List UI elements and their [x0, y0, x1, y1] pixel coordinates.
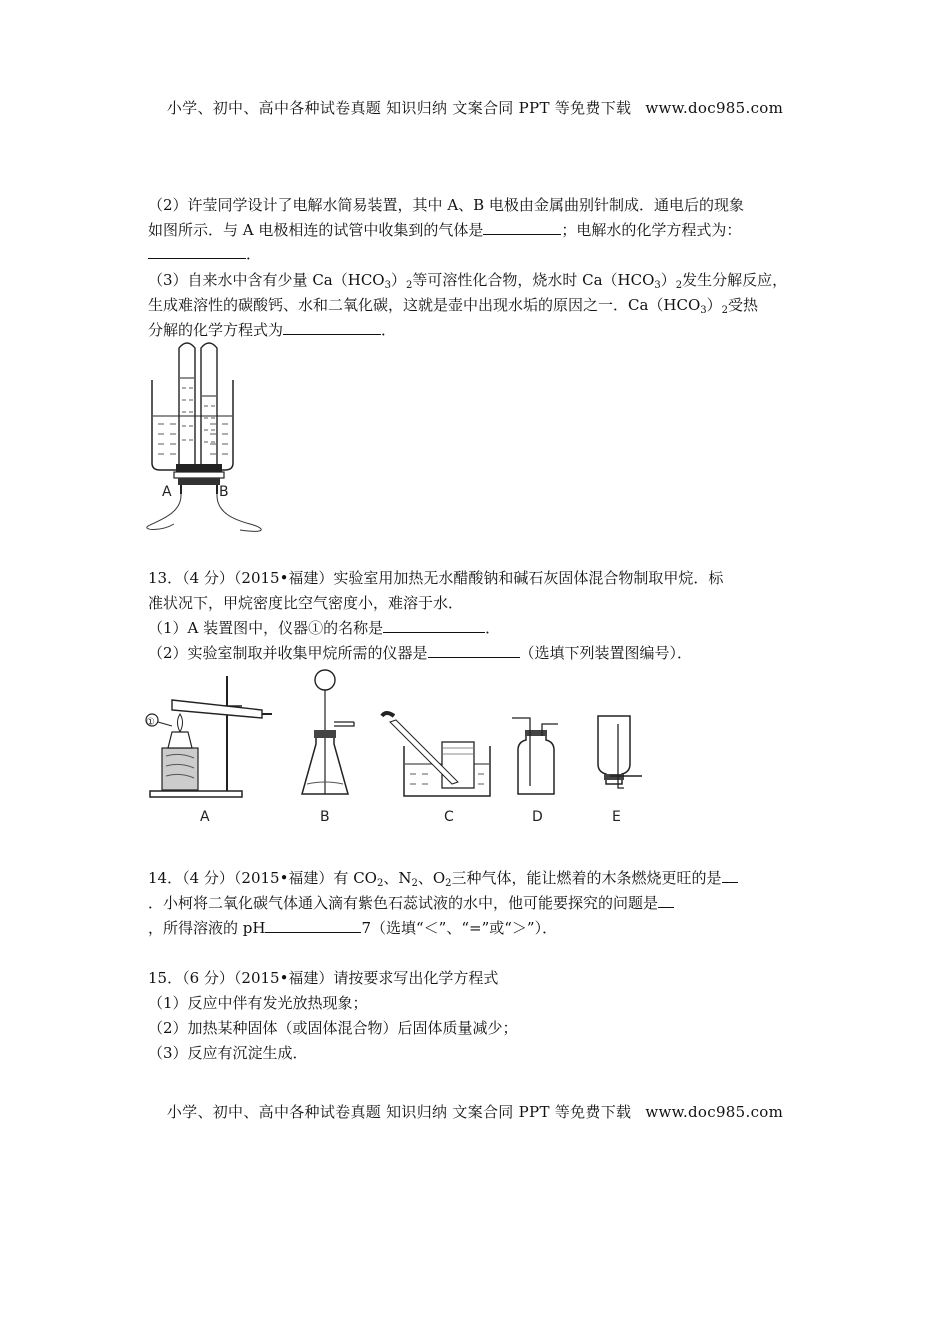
q13-line4: （2）实验室制取并收集甲烷所需的仪器是 （选填下列装置图编号）． — [148, 641, 692, 665]
q14-line2: ．小柯将二氧化碳气体通入滴有紫色石蕊试液的水中，他可能要探究的问题是 — [148, 891, 674, 915]
q12-p3-line1: （3）自来水中含有少量 $Ca(HCO_3)_2$等可溶性化合物，烧水时 $Ca(HCO_3)_2$发生分解反应， — [148, 271, 788, 291]
apparatus-a — [146, 676, 272, 797]
answer-blank[interactable] — [428, 641, 520, 658]
footer-url[interactable]: www.doc985.com — [645, 1103, 784, 1121]
label-b: B — [320, 809, 330, 825]
answer-blank[interactable] — [722, 866, 738, 883]
label-c: C — [444, 809, 454, 825]
q12-p3-line3: 分解的化学方程式为 ． — [148, 318, 396, 342]
label-d: D — [532, 809, 543, 825]
electrode-b-label: B — [219, 484, 229, 500]
q15-line1: 15．（6 分）（2015•福建）请按要求写出化学方程式 — [148, 969, 499, 987]
header-url[interactable]: www.doc985.com — [645, 99, 784, 117]
q15-line4: （3）反应有沉淀生成． — [148, 1044, 308, 1062]
electrolysis-apparatus-figure — [140, 338, 290, 538]
answer-blank[interactable] — [483, 218, 561, 235]
q13-line1: 13．（4 分）（2015•福建）实验室用加热无水醋酸钠和碱石灰固体混合物制取甲烷．标 — [148, 569, 724, 587]
apparatus-ae-figure — [142, 666, 662, 831]
q15-line3: （2）加热某种固体（或固体混合物）后固体质量减少； — [148, 1019, 518, 1037]
apparatus-e — [598, 716, 642, 788]
electrode-a-label: A — [162, 484, 172, 500]
page-footer — [0, 1101, 950, 1122]
q13-line2: 准状况下，甲烷密度比空气密度小，难溶于水． — [148, 594, 464, 612]
answer-blank[interactable] — [265, 916, 361, 933]
q12-p3-line2: 生成难溶性的碳酸钙、水和二氧化碳，这就是壶中出现水垢的原因之一．$Ca(HCO_3)_2$受热 — [148, 296, 759, 316]
apparatus-d — [512, 718, 558, 794]
apparatus-c — [382, 713, 490, 796]
q15-line2: （1）反应中伴有发光放热现象； — [148, 994, 368, 1012]
page-header — [0, 97, 950, 118]
answer-blank[interactable] — [383, 616, 485, 633]
q12-p2-line3: ． — [148, 242, 261, 266]
q12-p2-line2: 如图所示．与 A 电极相连的试管中收集到的气体是 ；电解水的化学方程式为： — [148, 218, 741, 242]
q13-line3: （1）A 装置图中，仪器①的名称是 ． — [148, 616, 500, 640]
apparatus-b — [302, 670, 354, 794]
answer-blank[interactable] — [283, 318, 381, 335]
q12-p2-line1: （2）许莹同学设计了电解水简易装置，其中 A、B 电极由金属曲别针制成．通电后的现象 — [148, 196, 744, 214]
footer-text: 小学、初中、高中各种试卷真题 知识归纳 文案合同 PPT 等免费下载 — [166, 1103, 632, 1121]
label-e: E — [612, 809, 621, 825]
q14-line1: 14．（4 分）（2015•福建）有 $CO_2$、$N_2$、$O_2$三种气体，能让燃着的木条燃烧更旺的是 — [148, 866, 738, 890]
header-text: 小学、初中、高中各种试卷真题 知识归纳 文案合同 PPT 等免费下载 — [166, 99, 632, 117]
label-a: A — [200, 809, 210, 825]
answer-blank[interactable] — [148, 242, 246, 259]
instrument-one-label: ① — [146, 717, 155, 728]
q14-line3: ，所得溶液的 pH 7（选填“＜”、“=”或“＞”）． — [148, 916, 557, 940]
answer-blank[interactable] — [658, 891, 674, 908]
